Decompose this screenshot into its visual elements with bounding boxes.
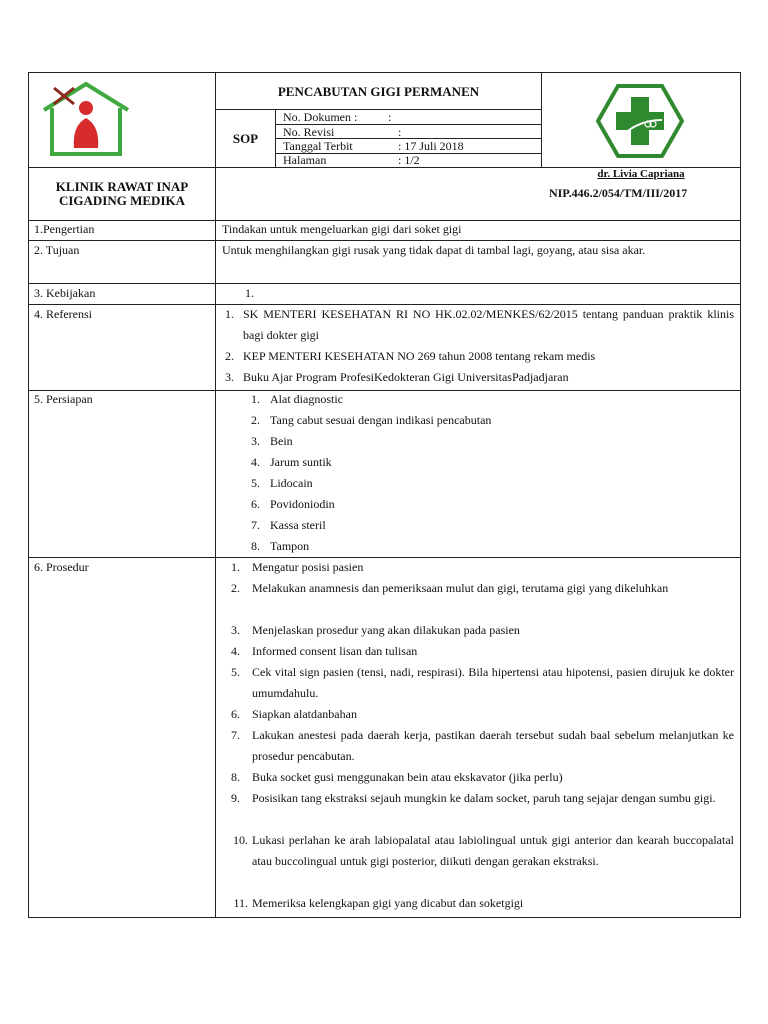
- header-divider: [215, 109, 541, 110]
- item-text: Kassa steril: [270, 518, 326, 532]
- item-number: 3.: [225, 370, 234, 384]
- item-text: Jarum suntik: [270, 455, 332, 469]
- item-number: 4.: [231, 644, 240, 658]
- label-kebijakan: 3. Kebijakan: [34, 286, 96, 300]
- item-number: 8.: [251, 539, 260, 553]
- item-text: Buka socket gusi menggunakan bein atau ekskavator (jika perlu): [252, 770, 563, 784]
- item-text: Alat diagnostic: [270, 392, 343, 406]
- item-number: 3.: [251, 434, 260, 448]
- item-number: 2.: [225, 349, 234, 363]
- row-separator: [28, 283, 741, 284]
- item-number: 1.: [225, 307, 234, 321]
- item-number: 1.: [231, 560, 240, 574]
- signer-name: dr. Livia Capriana: [597, 168, 685, 180]
- item-text: Povidoniodin: [270, 497, 335, 511]
- referensi-item: [222, 304, 734, 346]
- item-number: 3.: [231, 623, 240, 637]
- row-separator: [28, 390, 741, 391]
- item-number: 9.: [231, 791, 240, 805]
- item-number: 4.: [251, 455, 260, 469]
- health-cross-logo: [596, 84, 684, 158]
- label-pengertian: 1.Pengertian: [34, 222, 95, 236]
- item-number: 2.: [251, 413, 260, 427]
- meta-value-revisi: :: [398, 125, 402, 139]
- item-number: 11.: [233, 896, 248, 910]
- item-text: Menjelaskan prosedur yang akan dilakukan pada pasien: [252, 623, 520, 637]
- meta-key-revisi: No. Revisi: [283, 125, 335, 139]
- item-text: Lakukan anestesi pada daerah kerja, pastikan daerah tersebut sudah baal sebelum melanjutkan ke prosedur pencabutan.: [252, 728, 734, 763]
- label-referensi: 4. Referensi: [34, 307, 92, 321]
- item-text: Lukasi perlahan ke arah labiopalatal atau labiolingual untuk gigi anterior dan kearah buccopalatal atau buccolingual untuk gigi posterior, diikuti dengan gerakan ekstraksi.: [252, 833, 734, 868]
- item-text: Siapkan alatdanbahan: [252, 707, 357, 721]
- sop-title: PENCABUTAN GIGI PERMANEN: [277, 84, 480, 99]
- meta-key-dokumen: No. Dokumen :: [283, 110, 358, 124]
- meta-value-halaman: : 1/2: [398, 153, 420, 167]
- item-text: Lidocain: [270, 476, 313, 490]
- item-text: Mengatur posisi pasien: [252, 560, 364, 574]
- item-number: 7.: [231, 728, 240, 742]
- text-pengertian: Tindakan untuk mengeluarkan gigi dari soket gigi: [222, 222, 462, 236]
- item-number: 10.: [233, 833, 248, 847]
- item-number: 2.: [231, 581, 240, 595]
- item-text: Melakukan anamnesis dan pemeriksaan mulut dan gigi, terutama gigi yang dikeluhkan: [252, 581, 669, 595]
- label-tujuan: 2. Tujuan: [34, 243, 80, 257]
- meta-value-tanggal: : 17 Juli 2018: [398, 139, 464, 153]
- item-text: Buku Ajar Program ProfesiKedokteran Gigi UniversitasPadjadjaran: [243, 370, 569, 384]
- item-number: 6.: [251, 497, 260, 511]
- meta-key-tanggal: Tanggal Terbit: [283, 139, 353, 153]
- item-number: 8.: [231, 770, 240, 784]
- clinic-name-line1: KLINIK RAWAT INAP: [55, 179, 189, 194]
- item-text: Memeriksa kelengkapan gigi yang dicabut dan soketgigi: [252, 896, 524, 910]
- clinic-house-logo: [36, 78, 136, 158]
- label-persiapan: 5. Persiapan: [34, 392, 93, 406]
- item-text: Posisikan tang ekstraksi sejauh mungkin ke dalam socket, paruh tang sejajar dengan sumbu gigi.: [252, 791, 716, 805]
- item-text: Cek vital sign pasien (tensi, nadi, respirasi). Bila hipertensi atau hipotensi, pasien dirujuk ke dokter umumdahulu.: [252, 665, 734, 700]
- header-divider: [541, 72, 542, 168]
- item-text: SK MENTERI KESEHATAN RI NO HK.02.02/MENKES/62/2015 tentang panduan praktik klinis bagi dokter gigi: [243, 307, 734, 342]
- item-number: 5.: [251, 476, 260, 490]
- item-number: 1.: [245, 286, 254, 300]
- item-text: Tang cabut sesuai dengan indikasi pencabutan: [270, 413, 492, 427]
- item-number: 5.: [231, 665, 240, 679]
- body-divider: [215, 220, 216, 918]
- item-number: 7.: [251, 518, 260, 532]
- item-number: 6.: [231, 707, 240, 721]
- meta-key-halaman: Halaman: [283, 153, 327, 167]
- item-text: Bein: [270, 434, 293, 448]
- item-number: 1.: [251, 392, 260, 406]
- sop-label: SOP: [232, 131, 259, 146]
- item-text: Tampon: [270, 539, 310, 553]
- label-prosedur: 6. Prosedur: [34, 560, 89, 574]
- item-text: KEP MENTERI KESEHATAN NO 269 tahun 2008 tentang rekam medis: [243, 349, 596, 363]
- item-text: Informed consent lisan dan tulisan: [252, 644, 418, 658]
- clinic-name-line2: CIGADING MEDIKA: [58, 193, 186, 208]
- signer-nip: NIP.446.2/054/TM/III/2017: [549, 186, 688, 200]
- text-tujuan: Untuk menghilangkan gigi rusak yang tidak dapat di tambal lagi, goyang, atau sisa akar.: [222, 243, 646, 257]
- meta-value-dokumen: :: [388, 110, 392, 124]
